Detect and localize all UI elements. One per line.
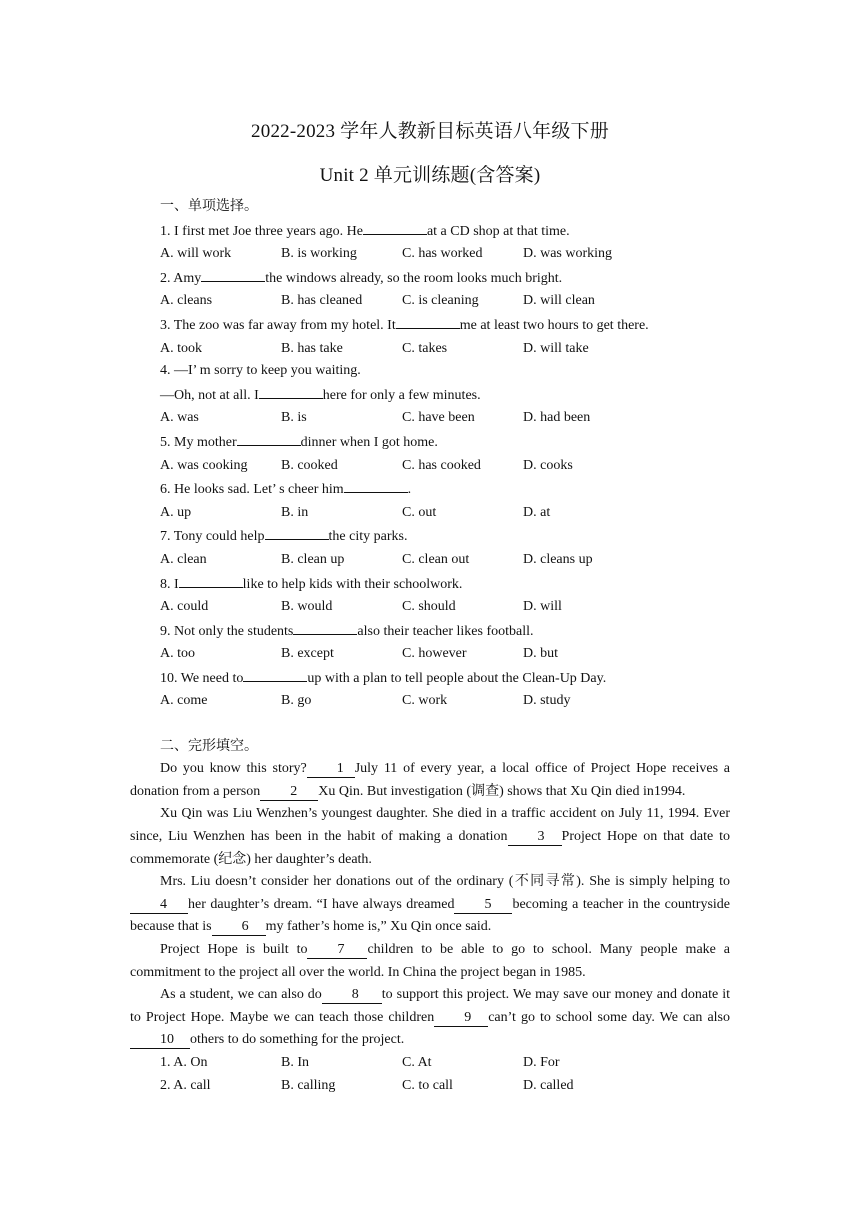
- option-c: C. work: [402, 693, 448, 709]
- option-c: C. should: [402, 599, 456, 615]
- numbered-blank: 10: [130, 1032, 190, 1049]
- options-q3: [130, 338, 730, 361]
- options-q10: [130, 690, 730, 713]
- document-subtitle: Unit 2 单元训练题(含答案): [319, 165, 541, 186]
- answer-blank: [243, 666, 307, 682]
- numbered-blank: 5: [454, 897, 512, 914]
- numbered-blank: 4: [130, 897, 188, 914]
- option-a: A. was cooking: [160, 457, 248, 473]
- answer-blank: [293, 619, 357, 635]
- option-d: D. had been: [523, 410, 591, 426]
- answer-blank: [201, 266, 265, 282]
- question-4-reply: —Oh, not at all. I here for only a few minutes.: [130, 383, 730, 408]
- answer-blank: [179, 572, 243, 588]
- options-q4: [130, 407, 730, 430]
- option-d: D. cooks: [523, 457, 573, 473]
- option-a: A. cleans: [160, 293, 213, 309]
- numbered-blank: 6: [212, 919, 266, 936]
- options-q5: [130, 455, 730, 478]
- answer-blank: [396, 313, 460, 329]
- question-3: 3. The zoo was far away from my hotel. It me at least two hours to get there.: [130, 313, 730, 338]
- option-a: A. could: [160, 599, 209, 615]
- option-c: C. clean out: [402, 551, 470, 567]
- option-c: C. out: [402, 504, 437, 520]
- option-b: B. go: [281, 693, 312, 709]
- option-b: B. has cleaned: [281, 293, 363, 309]
- options-q9: [130, 643, 730, 666]
- numbered-blank: 1: [307, 761, 355, 778]
- option-b: B. is working: [281, 246, 357, 262]
- option-a: A. up: [160, 504, 192, 520]
- option-d: D. called: [523, 1077, 574, 1093]
- option-b: B. calling: [281, 1077, 336, 1093]
- option-c: C. is cleaning: [402, 293, 479, 309]
- question-7: 7. Tony could help the city parks.: [130, 524, 730, 549]
- option-a: 2. A. call: [160, 1077, 211, 1093]
- option-c: C. takes: [402, 340, 448, 356]
- numbered-blank: 7: [307, 942, 367, 959]
- option-c: C. have been: [402, 410, 475, 426]
- numbered-blank: 9: [434, 1010, 488, 1027]
- answer-blank: [237, 430, 301, 446]
- option-d: D. will: [523, 599, 562, 615]
- option-a: A. come: [160, 693, 208, 709]
- options-q7: [130, 549, 730, 572]
- option-d: D. at: [523, 504, 551, 520]
- question-5: 5. My mother dinner when I got home.: [130, 430, 730, 455]
- cloze-paragraph-2: Xu Qin was Liu Wenzhen’s youngest daughter. She died in a traffic accident on July 11, 1994. Ever since, Liu Wenzhen has been in the habit of making a donation 3 Project Hope on that date to commemorate (纪念) her daughter’s death.: [130, 806, 730, 867]
- option-d: D. cleans up: [523, 551, 593, 567]
- question-9: 9. Not only the students also their teacher likes football.: [130, 619, 730, 644]
- numbered-blank: 2: [260, 784, 318, 801]
- cloze-paragraph-4: Project Hope is built to 7 children to be able to go to school. Many people make a commitment to the project all over the world. In China the project began in 1985.: [130, 942, 730, 980]
- section-heading-single-choice: 一、单项选择。: [160, 199, 258, 214]
- cloze-paragraph-3: Mrs. Liu doesn’t consider her donations out of the ordinary (不同寻常). She is simply helping to4 her daughter’s dream. “I have always dreamed 5 becoming a teacher in the countryside because that is 6 my father’s home is,” Xu Qin once said.: [130, 874, 730, 935]
- option-d: D. but: [523, 646, 558, 662]
- cloze-options-1: [130, 1052, 730, 1075]
- option-d: D. will clean: [523, 293, 595, 309]
- option-a: A. will work: [160, 246, 232, 262]
- option-b: B. except: [281, 646, 334, 662]
- option-a: A. clean: [160, 551, 207, 567]
- numbered-blank: 3: [508, 829, 562, 846]
- question-6: 6. He looks sad. Let’ s cheer him .: [130, 477, 730, 502]
- option-b: B. cooked: [281, 457, 338, 473]
- option-a: 1. A. On: [160, 1054, 208, 1070]
- answer-blank: [363, 219, 427, 235]
- option-d: D. For: [523, 1054, 560, 1070]
- option-c: C. has cooked: [402, 457, 481, 473]
- option-a: A. took: [160, 340, 202, 356]
- cloze-options-2: [130, 1075, 730, 1098]
- option-c: C. has worked: [402, 246, 483, 262]
- question-8: 8. I like to help kids with their schoolwork.: [130, 572, 730, 597]
- option-c: C. to call: [402, 1077, 453, 1093]
- option-d: D. will take: [523, 340, 589, 356]
- option-d: D. study: [523, 693, 571, 709]
- option-b: B. has take: [281, 340, 343, 356]
- exercise-body: [130, 196, 730, 1097]
- question-4: 4. —I’ m sorry to keep you waiting.: [160, 363, 361, 379]
- options-q1: [130, 243, 730, 266]
- question-1: 1. I first met Joe three years ago. He at a CD shop at that time.: [130, 219, 730, 244]
- answer-blank: [265, 524, 329, 540]
- question-2: 2. Amy the windows already, so the room looks much bright.: [130, 266, 730, 291]
- question-10: 10. We need to up with a plan to tell people about the Clean-Up Day.: [130, 666, 730, 691]
- option-b: B. clean up: [281, 551, 345, 567]
- option-b: B. is: [281, 410, 307, 426]
- option-b: B. In: [281, 1054, 309, 1070]
- option-b: B. would: [281, 599, 333, 615]
- option-a: A. was: [160, 410, 199, 426]
- document-title: 2022-2023 学年人教新目标英语八年级下册: [251, 121, 609, 142]
- section-heading-cloze: 二、完形填空。: [160, 738, 258, 754]
- option-c: C. however: [402, 646, 467, 662]
- option-c: C. At: [402, 1054, 432, 1070]
- numbered-blank: 8: [322, 987, 382, 1004]
- option-a: A. too: [160, 646, 195, 662]
- option-b: B. in: [281, 504, 309, 520]
- options-q8: [130, 596, 730, 619]
- options-q6: [130, 502, 730, 525]
- section-spacer: [130, 713, 730, 736]
- answer-blank: [344, 477, 408, 493]
- cloze-paragraph-5: As a student, we can also do 8 to support this project. We may save our money and donate it to Project Hope. Maybe we can teach those children 9 can’t go to school some day. We can also10 others to do something for the project.: [130, 987, 731, 1048]
- cloze-paragraph-1: Do you know this story? 1 July 11 of every year, a local office of Project Hope receives a donation from a person 2 Xu Qin. But investigation (调查) shows that Xu Qin died in1994.: [130, 761, 730, 799]
- option-d: D. was working: [523, 246, 613, 262]
- answer-blank: [259, 383, 323, 399]
- options-q2: [130, 290, 730, 313]
